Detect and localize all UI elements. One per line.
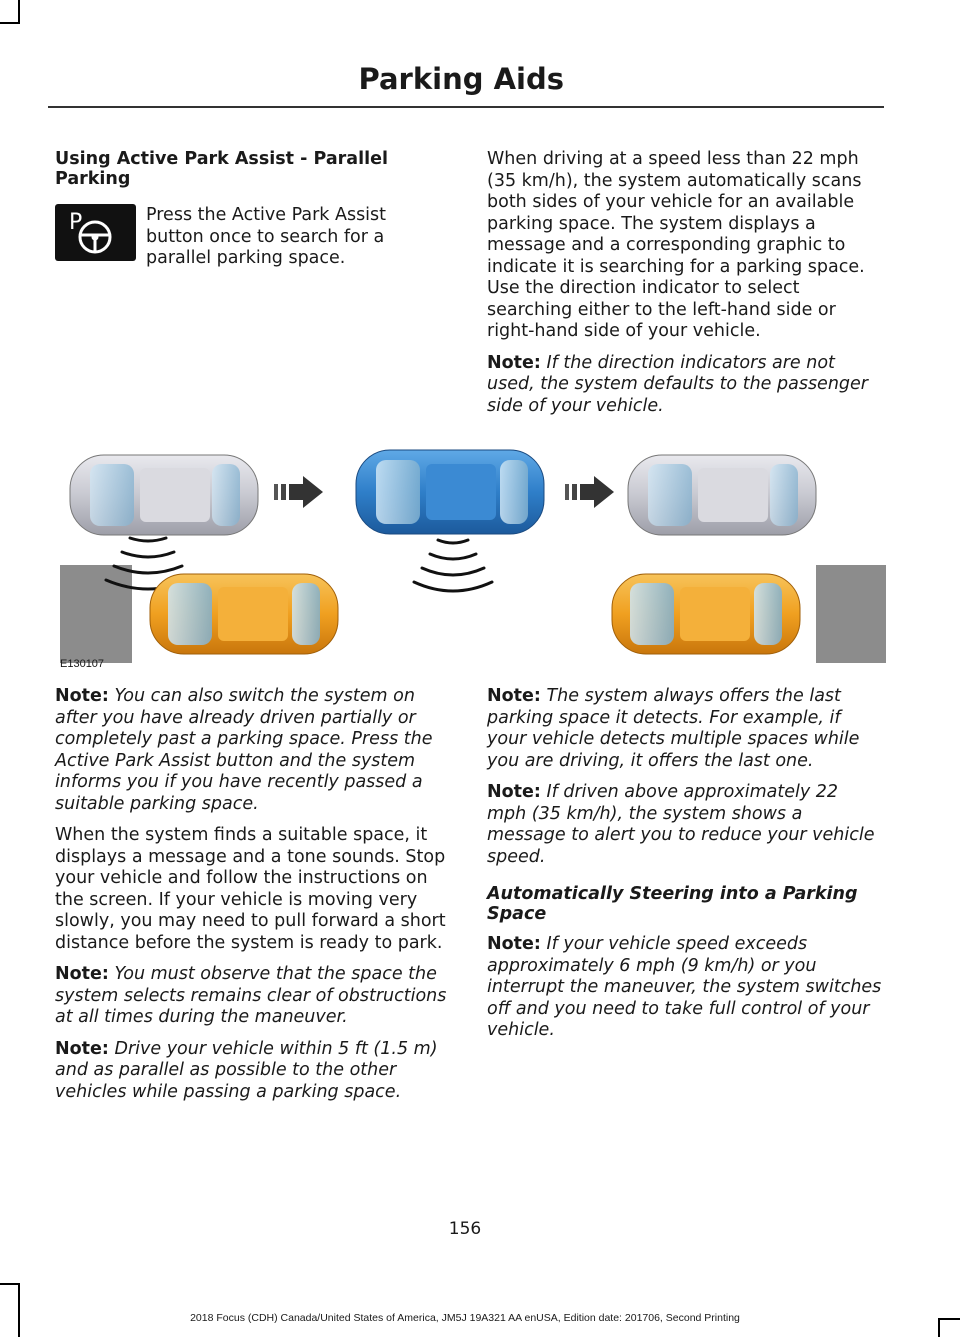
arrow-icon (274, 476, 323, 508)
right-bottom-column (487, 686, 882, 1052)
note-label: Note: (487, 352, 541, 373)
moving-car-blue (356, 450, 544, 534)
page-title: Parking Aids (358, 62, 564, 96)
section-heading: Automatically Steering into a Parking Space (487, 884, 858, 924)
paragraph: When driving at a speed less than 22 mph (35 km/h), the system automatically scans both sides of your vehicle for an available parking space. The system displays a message and a corresponding graphic to indicate it is searching for a parking space. Use the direction indicator to select searching either to the left-hand side or right-hand side of your vehicle. (487, 149, 865, 341)
note-text: The system always offers the last parking space it detects. For example, if your vehicle detects multiple spaces while you are driving, it offers the last one. (487, 686, 860, 771)
park-assist-icon (55, 204, 136, 261)
note-label: Note: (487, 686, 541, 706)
parked-car-left (70, 455, 258, 535)
note-text: Drive your vehicle within 5 ft (1.5 m) and as parallel as possible to the other vehicles while passing a parking space. (55, 1038, 438, 1102)
note-text: If driven above approximately 22 mph (35 km/h), the system shows a message to alert you to reduce your vehicle speed. (487, 782, 875, 867)
svg-text:P: P (69, 210, 83, 235)
parked-car-orange-right (612, 574, 800, 654)
sensor-waves-middle (414, 540, 492, 591)
crop-mark (938, 1318, 960, 1320)
crop-mark (0, 1283, 20, 1285)
note-label: Note: (55, 1038, 109, 1059)
note-text: You can also switch the system on after you have already driven partially or completely past a parking space. Press the Active Park Assist button and the system informs you if you have recently passed a suitable parking space. (55, 686, 433, 814)
parked-car-orange-left (150, 574, 338, 654)
note (487, 686, 882, 772)
figure-code: E130107 (60, 658, 105, 670)
crop-mark (938, 1318, 940, 1337)
note-label: Note: (487, 782, 541, 802)
parking-scan-illustration (60, 440, 886, 672)
page-number: 156 (448, 1219, 482, 1239)
note-label: Note: (55, 964, 109, 984)
note (487, 353, 882, 418)
note-label: Note: (487, 934, 541, 954)
right-top-column (487, 149, 882, 427)
note (55, 686, 447, 815)
note (55, 1039, 447, 1104)
parked-car-right (628, 455, 816, 535)
note (55, 964, 447, 1029)
note (487, 934, 882, 1042)
note-text: If your vehicle speed exceeds approximately 6 mph (9 km/h) or you interrupt the maneuver, the system switches off and you need to take full control of your vehicle. (487, 934, 882, 1040)
left-top-column (55, 149, 435, 199)
note-text: You must observe that the space the system selects remains clear of obstructions at all times during the maneuver. (55, 964, 447, 1027)
note (487, 782, 882, 868)
paragraph: When the system finds a suitable space, it displays a message and a tone sounds. Stop your vehicle and follow the instructions on the screen. If your vehicle is moving very slowly, you may need to pull forward a short distance before the system is ready to park. (55, 825, 446, 953)
left-bottom-column (55, 686, 447, 1113)
crop-mark (18, 1283, 20, 1337)
curb-left (60, 565, 132, 663)
crop-mark (18, 0, 20, 24)
crop-mark (0, 22, 20, 24)
note-text: If the direction indicators are not used, the system defaults to the passenger side of your vehicle. (487, 352, 868, 416)
header-divider (48, 106, 884, 108)
edition-footer: 2018 Focus (CDH) Canada/United States of America, JM5J 19A321 AA enUSA, Edition date: 201706, Second Printing (190, 1312, 740, 1324)
icon-instruction: Press the Active Park Assist button once to search for a parallel parking space. (146, 205, 387, 268)
arrow-icon (565, 476, 614, 508)
curb-right (816, 565, 886, 663)
note-label: Note: (55, 686, 109, 706)
section-heading: Using Active Park Assist - Parallel Parking (55, 149, 388, 189)
